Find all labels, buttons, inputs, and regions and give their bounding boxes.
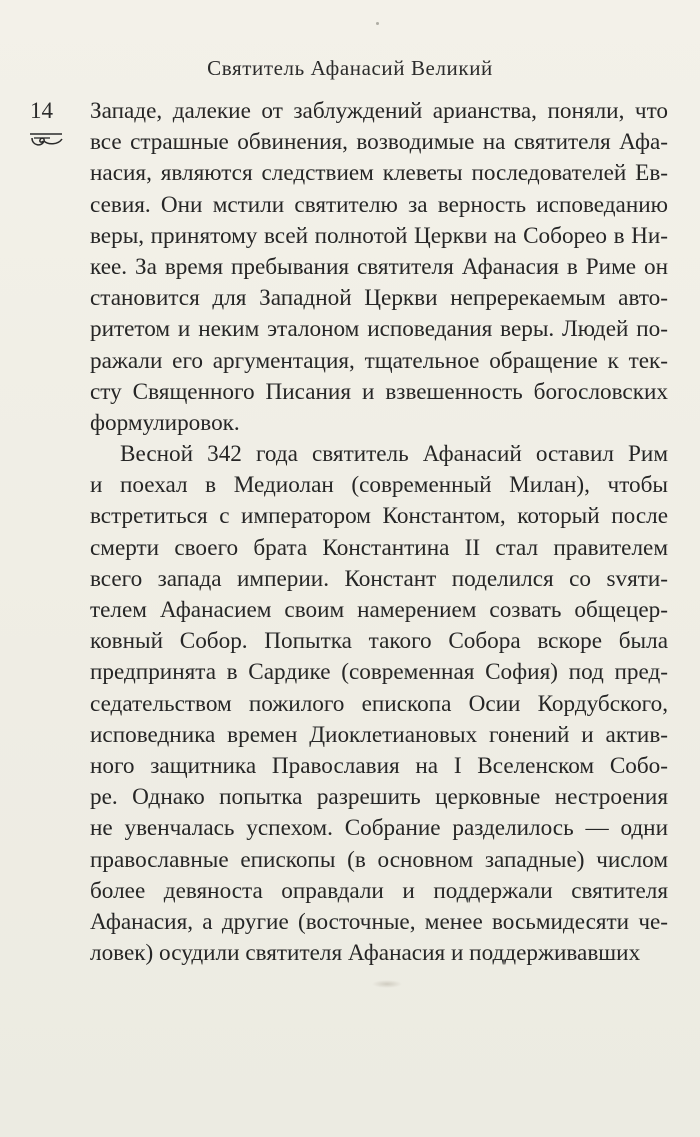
text-line: все страшные обвинения, возводимые на святителя Афа-	[90, 129, 668, 156]
text-line: Афанасия, а другие (восточные, менее восьмидесяти че-	[90, 908, 668, 935]
text-line: становится для Западной Церкви непререкаемым авто-	[90, 285, 668, 312]
print-smudge	[372, 980, 402, 988]
text-line: исповедника времен Диоклетиановых гонений и актив-	[90, 721, 668, 748]
text-line: и поехал в Медиолан (современный Милан), чтобы	[90, 472, 668, 499]
text-line: ного защитника Православия на I Вселенском Собо-	[90, 752, 668, 779]
text-line: ковный Собор. Попытка такого Собора вскоре была	[90, 628, 668, 655]
text-line: предпринята в Сардике (современная София) под пред-	[90, 659, 668, 686]
text-line: Западе, далекие от заблуждений арианства, поняли, что	[90, 98, 668, 124]
text-line: ритетом и неким эталоном исповедания веры. Людей по-	[90, 316, 668, 343]
text-line: кее. За время пребывания святителя Афанасия в Риме он	[90, 253, 668, 280]
scroll-ornament-icon	[28, 130, 64, 150]
text-line: телем Афанасием своим намерением созвать общецер-	[90, 597, 668, 623]
print-speck	[376, 22, 379, 25]
text-line: более девяноста оправдали и поддержали святителя	[90, 877, 668, 904]
text-line: ражали его аргументация, тщательное обращение к тек-	[90, 347, 668, 374]
text-line: сту Священного Писания и взвешенность богословских	[90, 378, 668, 405]
text-line: встретиться с императором Константом, который после	[90, 503, 668, 530]
text-line: насия, являются следствием клеветы последователей Ев-	[90, 160, 668, 187]
running-title: Святитель Афанасий Великий	[207, 56, 493, 80]
text-line: севия. Они мстили святителю за верность исповеданию	[90, 191, 668, 218]
text-line: седательством пожилого епископа Осии Кордубского,	[90, 690, 668, 717]
text-line: ловек) осудили святителя Афанасия и поддерживавших	[90, 940, 641, 967]
page-number: 14	[30, 98, 53, 123]
text-line: Весной 342 года святитель Афанасий оставил Рим	[120, 441, 668, 468]
text-line: смерти своего брата Константина II стал правителем	[90, 534, 668, 561]
paragraph-2	[90, 439, 668, 969]
text-line: ре. Однако попытка разрешить церковные нестроения	[90, 784, 668, 811]
text-line: не увенчалась успехом. Собрание разделилось — одни	[90, 815, 668, 842]
body-text	[90, 96, 668, 969]
text-line: всего запада империи. Констант поделился со svяти-	[90, 565, 668, 592]
text-line: веры, принятому всей полнотой Церкви на Собореo в Ни-	[90, 222, 668, 249]
text-line: формулировок.	[90, 409, 240, 436]
text-line: православные епископы (в основном западные) числом	[90, 846, 668, 873]
paragraph-1	[90, 96, 668, 439]
